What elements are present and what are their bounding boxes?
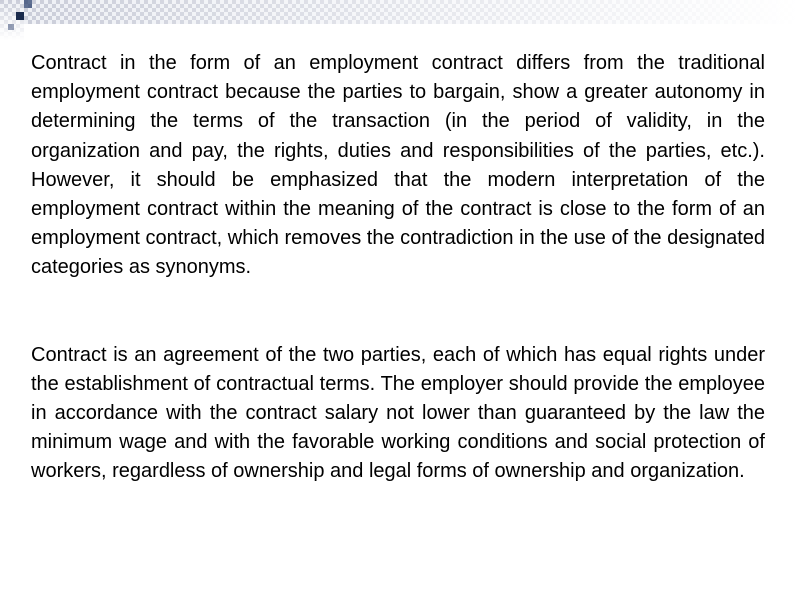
paragraph-contract-definition: Contract is an agreement of the two parties, each of which has equal rights under the establishment of contractual terms. The employer should provide the employee in accordance with the contract salary not lower than guaranteed by the law the minimum wage and with the favorable working conditions and social protection of workers, regardless of ownership and legal forms of ownership and organization. (31, 343, 765, 483)
slide-body (31, 49, 765, 487)
paragraph-contract-difference: Contract in the form of an employment contract differs from the traditional employment contract because the parties to bargain, show a greater autonomy in determining the terms of the transaction (in the period of validity, in the organization and pay, the rights, duties and responsibilities of the parties, etc.). However, it should be emphasized that the modern interpretation of the employment contract within the meaning of the contract is close to the form of an employment contract, which removes the contradiction in the use of the designated categories as synonyms. (31, 52, 765, 279)
corner-checker-decoration (0, 0, 800, 40)
